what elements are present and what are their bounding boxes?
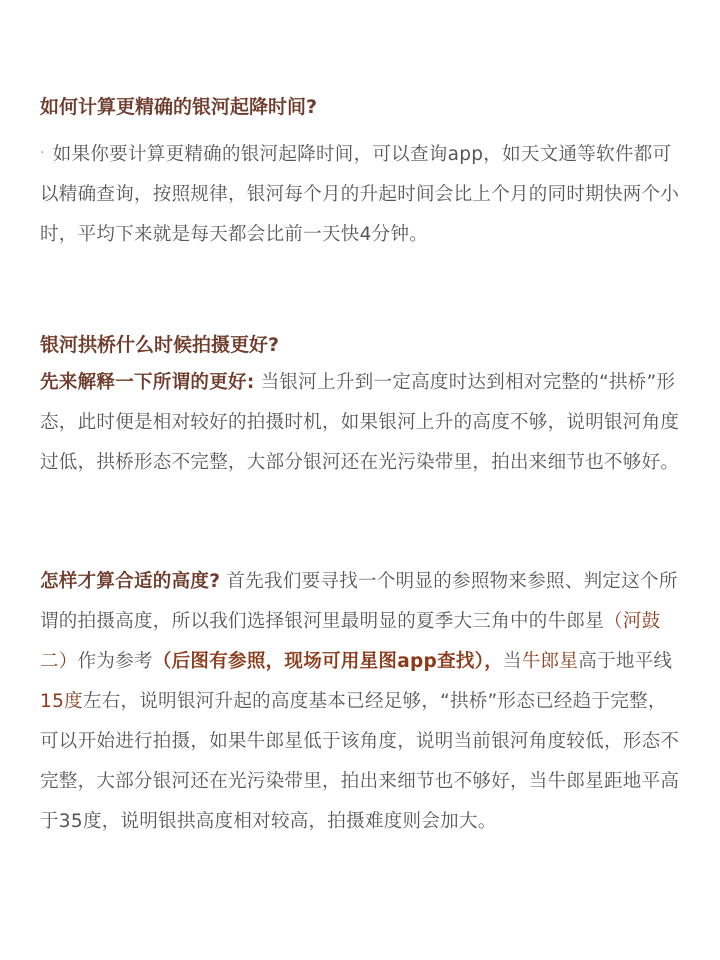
highlight-altair: 牛郎星 xyxy=(521,651,579,672)
section-paragraph xyxy=(40,133,685,255)
paragraph-text: 如果你要计算更精确的银河起降时间，可以查询app，如天文通等软件都可以精确查询，按照规律，银河每个月的升起时间会比上个月的同时期快两个小时，平均下来就是每天都会比前一天快4分钟。 xyxy=(40,144,680,245)
bullet-icon: · xyxy=(40,145,45,161)
section-suitable-height xyxy=(40,562,685,842)
paragraph-text-1: 首先我们要寻找一个明显的参照物来参照、判定这个所谓的拍摄高度，所以我们选择银河里最明显的夏季大三角中的牛郎星 xyxy=(40,571,678,632)
section-milky-way-timing xyxy=(40,93,685,255)
paragraph-text: 当银河上升到一定高度时达到相对完整的“拱桥”形态，此时便是相对较好的拍摄时机，如果银河上升的高度不够，说明银河角度过低，拱桥形态不完整，大部分银河还在光污染带里，拍出来细节也不够好。 xyxy=(40,372,680,473)
highlight-reference-note: （后图有参照，现场可用星图app查找）， xyxy=(152,651,504,672)
section-arch-timing xyxy=(40,331,685,483)
paragraph-text-2: 作为参考 xyxy=(77,651,153,672)
highlight-altair-alias: （河鼓二） xyxy=(40,611,661,672)
section-paragraph xyxy=(40,562,685,842)
highlight-angle: 15度 xyxy=(40,691,83,712)
lead-colon: : xyxy=(246,372,255,393)
section-heading: 银河拱桥什么时候拍摄更好? xyxy=(40,334,280,356)
paragraph-lead: 先来解释一下所谓的更好 xyxy=(40,372,247,393)
paragraph-text-3: 当 xyxy=(503,651,522,672)
paragraph-text-4: 高于地平线 xyxy=(578,651,673,672)
paragraph-lead: 怎样才算合适的高度? xyxy=(40,571,221,592)
paragraph-text-5: 左右，说明银河升起的高度基本已经足够，“拱桥”形态已经趋于完整，可以开始进行拍摄，如果牛郎星低于该角度，说明当前银河角度较低，形态不完整，大部分银河还在光污染带里，拍出来细节也不够好，当牛郎星距地平高于35度，说明银拱高度相对较高，拍摄难度则会加大。 xyxy=(40,691,680,832)
section-heading: 如何计算更精确的银河起降时间? xyxy=(40,96,318,118)
section-paragraph xyxy=(40,363,685,483)
